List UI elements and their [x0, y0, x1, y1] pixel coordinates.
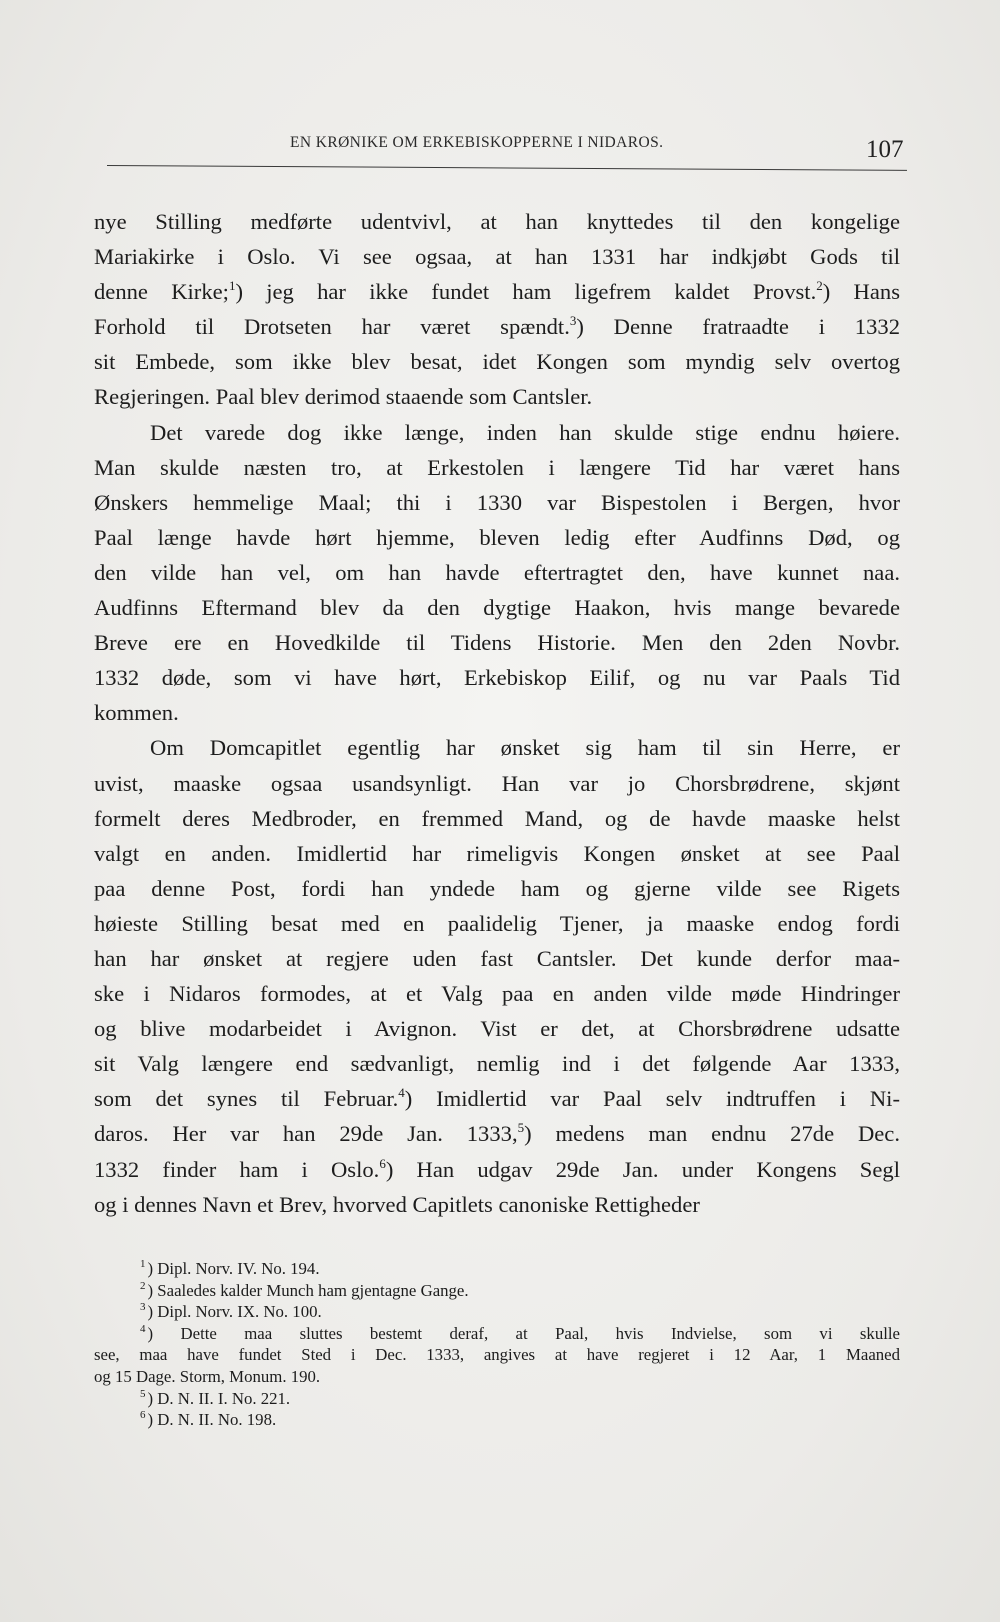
footnote-marker: 6 [140, 1409, 146, 1422]
footnote-line [94, 1344, 900, 1366]
footnotes [94, 1258, 900, 1431]
text-segment: ske i Nidaros formodes, at et Valg paa en anden vilde møde Hindringer [94, 981, 900, 1007]
text-segment: Han udgav 29de Jan. under Kongens Segl [393, 1156, 900, 1182]
text-line: 1332 finder ham i Oslo.$^6$) Han udgav 29de Jan. under Kongens Segl [94, 1155, 900, 1182]
text-segment: Audfinns Eftermand blev da den dygtige Haakon, hvis mange bevarede [94, 595, 900, 621]
text-segment: formelt deres Medbroder, en fremmed Mand, og de havde maaske helst [94, 805, 900, 831]
text-segment: Forhold til Drotseten har været spændt. [94, 314, 570, 340]
text-segment: sit Embede, som ikke blev besat, idet Kongen som myndig selv overtog [94, 349, 900, 375]
text-segment: den vilde han vel, om han havde eftertragtet den, have kunnet naa. [94, 559, 900, 585]
footnote-marker: 4 [140, 1322, 146, 1335]
header-rule [107, 165, 907, 171]
text-line [94, 871, 900, 906]
footnote-text: og 15 Dage. Storm, Monum. 190. [94, 1366, 321, 1386]
footnote-marker: 3 [140, 1301, 146, 1314]
body-text [94, 204, 900, 1222]
text-line: daros. Her var han 29de Jan. 1333,$^5$) medens man endnu 27de Dec. [94, 1120, 900, 1147]
text-segment: Man skulde næsten tro, at Erkestolen i længere Tid har været hans [94, 454, 900, 480]
text-segment: paa denne Post, fordi han yndede ham og gjerne vilde see Rigets [94, 875, 900, 901]
text-segment: Imidlertid var Paal selv indtruffen i Ni- [412, 1086, 900, 1112]
text-segment: Denne fratraadte i 1332 [583, 314, 900, 340]
text-line [94, 590, 900, 625]
text-line: denne Kirke;$^1$) jeg har ikke fundet ham ligefrem kaldet Provst.$^2$) Hans [94, 278, 900, 305]
footnote-marker: 1 [140, 1258, 146, 1270]
text-line [94, 450, 900, 485]
text-segment: nye Stilling medførte udentvivl, at han knyttedes til den kongelige [94, 209, 900, 234]
footnote-text: Dipl. Norv. IX. No. 100. [157, 1302, 322, 1322]
text-segment: 1332 finder ham i Oslo. [94, 1156, 380, 1182]
text-line: som det synes til Februar.$^4$) Imidlertid var Paal selv indtruffen i Ni- [94, 1085, 900, 1112]
text-line [94, 204, 900, 239]
text-segment: Hans [830, 279, 900, 305]
footnote-text: D. N. II. No. 198. [157, 1410, 277, 1430]
text-line [94, 836, 900, 871]
text-segment: Regjeringen. Paal blev derimod staaende som Cantsler. [94, 384, 593, 410]
text-line [94, 239, 900, 274]
footnote-line: $^1$ ) Dipl. Norv. IV. No. 194. [140, 1258, 320, 1278]
footnote-text: see, maa have fundet Sted i Dec. 1333, angives at have regjeret i 12 Aar, 1 Maaned [94, 1345, 900, 1365]
text-line [94, 625, 900, 660]
text-segment: Ønskers hemmelige Maal; thi i 1330 var Bispestolen i Bergen, hvor [94, 489, 900, 515]
text-segment: daros. Her var han 29de Jan. 1333, [94, 1121, 518, 1147]
text-segment: sit Valg længere end sædvanligt, nemlig ind i det følgende Aar 1333, [94, 1051, 900, 1077]
text-segment: og blive modarbeidet i Avignon. Vist er det, at Chorsbrødrene udsatte [94, 1016, 900, 1042]
text-segment: valgt en anden. Imidlertid har rimeligvis Kongen ønsket at see Paal [94, 840, 900, 866]
text-segment: denne Kirke; [94, 279, 229, 305]
footnote-line: $^6$ ) D. N. II. No. 198. [140, 1409, 277, 1430]
text-segment: Om Domcapitlet egentlig har ønsket sig ham til sin Herre, er [150, 735, 900, 761]
footnote-marker: 5 [140, 1387, 146, 1400]
text-line [94, 1046, 900, 1081]
text-line [94, 1187, 900, 1222]
footnote-reference: 1 [228, 278, 236, 294]
text-segment: 1332 døde, som vi have hørt, Erkebiskop Eilif, og nu var Paals Tid [94, 665, 900, 691]
text-line [94, 485, 900, 520]
footnote-text: Dette maa sluttes bestemt deraf, at Paal, hvis Indvielse, som vi skulle [180, 1323, 900, 1343]
text-line [94, 730, 900, 765]
footnote-reference: 2 [816, 278, 823, 294]
footnote-reference: 3 [569, 313, 577, 329]
footnote-line: $^5$ ) D. N. II. I. No. 221. [140, 1387, 291, 1408]
text-segment: høieste Stilling besat med en paalidelig Tjener, ja maaske endog fordi [94, 910, 900, 936]
text-line: Forhold til Drotseten har været spændt.$^3$) Denne fratraadte i 1332 [94, 313, 900, 340]
text-segment: uvist, maaske ogsaa usandsynligt. Han var jo Chorsbrødrene, skjønt [94, 770, 900, 796]
text-line [94, 906, 900, 941]
text-segment: han har ønsket at regjere uden fast Cantsler. Det kunde derfor maa- [94, 945, 900, 971]
text-line [94, 660, 900, 695]
text-line [94, 766, 900, 801]
text-line [94, 695, 900, 730]
text-line [94, 379, 900, 414]
text-line [94, 415, 900, 450]
footnote-line: $^3$ ) Dipl. Norv. IX. No. 100. [140, 1301, 322, 1322]
text-line [94, 344, 900, 379]
text-line [94, 555, 900, 590]
text-line [94, 976, 900, 1011]
text-line [94, 941, 900, 976]
text-segment: Det varede dog ikke længe, inden han skulde stige endnu høiere. [150, 419, 900, 445]
text-segment: og i dennes Navn et Brev, hvorved Capitlets canoniske Rettigheder [94, 1191, 700, 1217]
footnote-reference: 6 [379, 1155, 386, 1171]
footnote-text: D. N. II. I. No. 221. [157, 1388, 291, 1408]
text-segment: jeg har ikke fundet ham ligefrem kaldet Provst. [242, 279, 817, 305]
footnote-reference: 4 [398, 1085, 405, 1101]
text-segment: Mariakirke i Oslo. Vi see ogsaa, at han 1331 har indkjøbt Gods til [94, 244, 900, 270]
footnote-reference: 5 [517, 1120, 525, 1136]
footnote-text: Dipl. Norv. IV. No. 194. [157, 1259, 320, 1278]
text-segment: Paal længe havde hørt hjemme, bleven ledig efter Audfinns Død, og [94, 524, 900, 550]
footnote-line [94, 1366, 900, 1388]
text-line [94, 801, 900, 836]
footnote-marker: 2 [140, 1279, 146, 1292]
footnote-line: $^2$ ) Saaledes kalder Munch ham gjentagne Gange. [140, 1279, 469, 1300]
page-number: 107 [866, 136, 904, 163]
footnote-line: $^4$ ) Dette maa sluttes bestemt deraf, at Paal, hvis Indvielse, som vi skulle [140, 1322, 900, 1343]
text-line [94, 1011, 900, 1046]
text-segment: som det synes til Februar. [94, 1086, 399, 1112]
running-title: EN KRØNIKE OM ERKEBISKOPPERNE I NIDAROS. [290, 134, 664, 151]
text-line [94, 520, 900, 555]
text-segment: Breve ere en Hovedkilde til Tidens Historie. Men den 2den Novbr. [94, 630, 900, 656]
footnote-text: Saaledes kalder Munch ham gjentagne Gange. [157, 1280, 469, 1300]
text-segment: kommen. [94, 700, 179, 726]
text-segment: medens man endnu 27de Dec. [531, 1121, 900, 1147]
